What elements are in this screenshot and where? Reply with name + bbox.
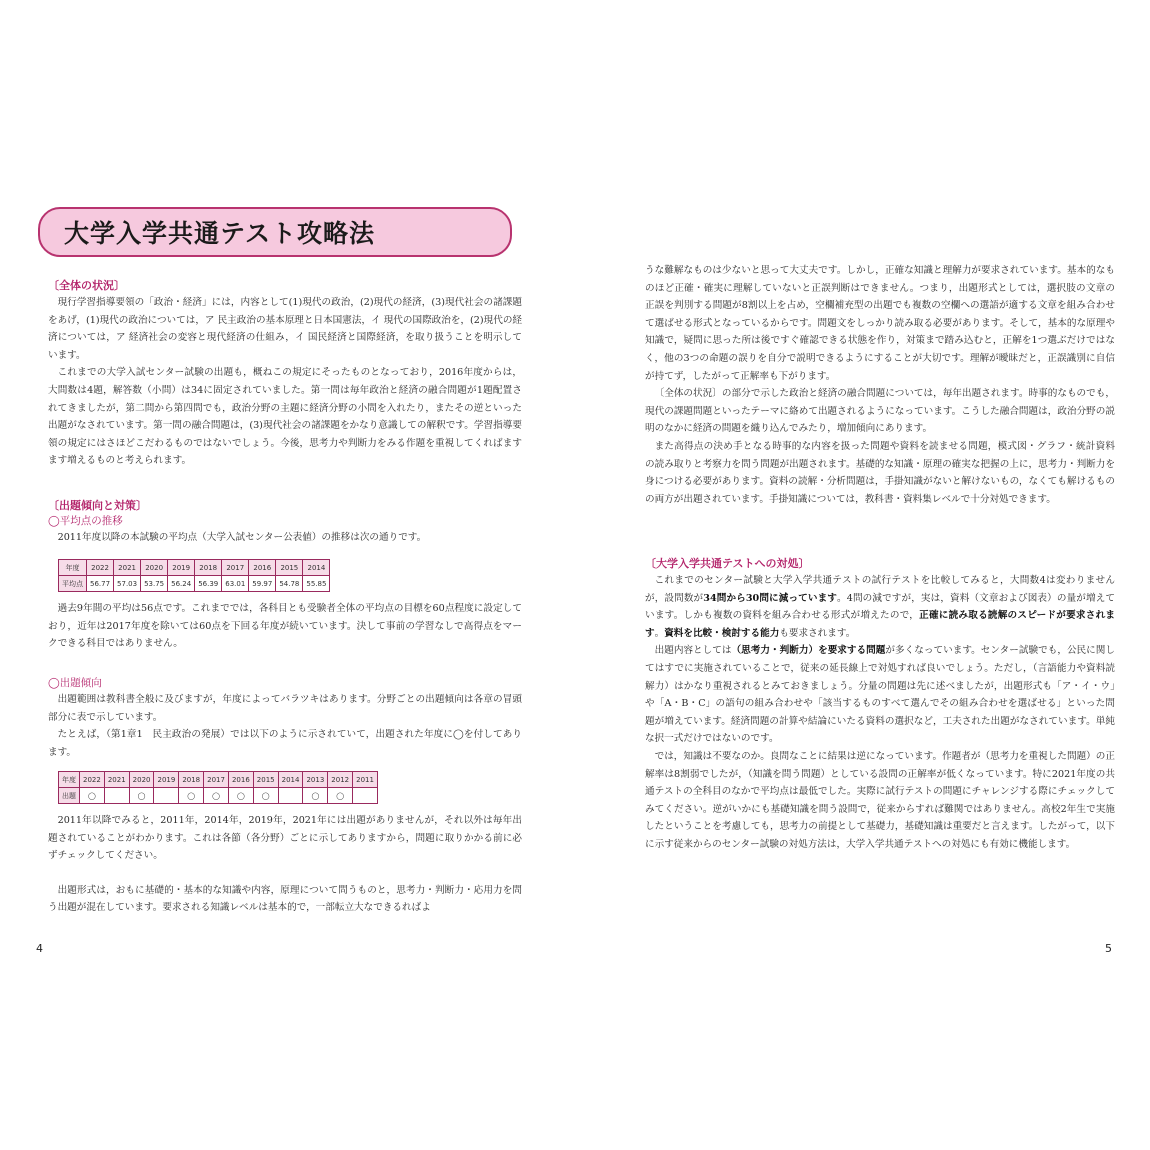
section-heading-overall: 〔全体の状況〕 [48,279,125,292]
table-cell: 59.97 [249,576,276,592]
right-column-top [645,262,1115,508]
average-score-table [58,559,330,592]
section-heading-response: 〔大学入学共通テストへの対処〕 [645,557,810,570]
paragraph: 出題形式は，おもに基礎的・基本的な知識や内容，原理について問うものと，思考力・判断力・応用力を問う出題が混在しています。要求される知識レベルは基本的で，一部転立大なできるればよ [48,884,522,914]
table-cell: ◯ [179,788,204,804]
text-run: 。 [654,627,665,639]
table-cell: 2014 [278,772,303,788]
table-header-cell: 平均点 [59,576,87,592]
table-cell: 2021 [114,560,141,576]
table-cell: 2016 [249,560,276,576]
table-cell: 2019 [154,772,179,788]
chapter-title: 大学入学共通テスト攻略法 [64,219,376,248]
table-cell [154,788,179,804]
table-cell: 56.77 [87,576,114,592]
paragraph: 過去9年間の平均は56点です。これまででは，各科目とも受験者全体の平均点の目標を60点程度に設定しており，近年は2017年度を除いては60点を下回る年度が続いています。決して事前の学習なしで高得点をマークできる科目ではありません。 [48,603,522,650]
table-cell: 2015 [253,772,278,788]
left-page [30,0,525,1150]
table-header-cell: 年度 [59,772,80,788]
table-cell [104,788,129,804]
table-cell [353,788,378,804]
emphasis: 正確に読み取る読解のスピードが要求されます [645,610,1115,639]
text-run: が多くなっています。センター試験でも，公民に関してはすでに実施されていることで，従来の延長線上で対処すれば良いでしょう。ただし，（言語能力や資料読解力）はかなり重視されるとみておきましょう。分量の問題は先に述べましたが，出題形式も「ア・イ・ウ」や「A・B・C」の語句の組み合わせや「該当するものすべて選んでその組み合わせを選ばせる」といった問題が増えています。経済問題の計算や結論にいたる資料の選択など，工夫された出題がなされています。単純な択一式だけではないのです。 [645,645,1116,745]
paragraph: たとえば，（第1章1 民主政治の発展）では以下のように示されていて，出題された年度に◯を付してあります。 [48,729,522,758]
section-overall [48,278,522,470]
table-cell: ◯ [253,788,278,804]
text-run: これまでのセンター試験と大学入学共通テストの試行テストを比較してみると，大問数4は変わりませんが，設問数が [645,575,1115,604]
table-header-cell: 出題 [59,788,80,804]
table-cell: 2015 [276,560,303,576]
section-tendency [48,676,522,761]
table-cell: 2018 [179,772,204,788]
section-trends [48,498,522,547]
emphasis: 34問から30問に減っています [703,592,838,604]
paragraph: 2011年度以降の本試験の平均点（大学入試センター公表値）の推移は次の通りです。 [57,532,427,543]
page-number: 4 [36,942,43,955]
paragraph: では，知識は不要なのか。良問なことに結果は逆になっています。作題者が（思考力を重視した問題）の正解率は8割弱でしたが，（知識を問う問題）としている設問の正解率が低くなっています。特に2021年度の共通テストの全科目のなかで平均点は最低でした。実際に試行テストの問題にチャレンジする際にチェックしてみてください。逆がいかにも基礎知識を問う設問で，従来からすれば難関ではありません。高校2年生で実施したということを考慮しても，思考力の前提として基礎力，基礎知識は重要だと言えます。したがって，以下に示す従来からのセンター試験の対処方法は，大学入学共通テストへの対処にも有効に機能します。 [645,750,1115,850]
text-run: 。4問の減ですが，実は，資料（文章および図表）の量が増えています。しかも複数の資料を組み合わせる形式が増えたので， [645,592,1116,622]
text-run: 出題内容としては [654,645,732,657]
paragraph: 出題範囲は教科書全般に及びますが，年度によってバラツキはあります。分野ごとの出題傾向は各章の冒頭部分に表で示しています。 [48,694,522,723]
table-cell: 2014 [303,560,330,576]
paragraph [645,642,1115,748]
right-page [645,0,1115,1150]
section-heading-trends: 〔出題傾向と対策〕 [48,499,147,512]
table-cell: 2020 [129,772,154,788]
subheading-tendency: ◯出題傾向 [48,677,102,689]
table-cell: 54.78 [276,576,303,592]
table-cell: 63.01 [222,576,249,592]
paragraph: 2011年以降でみると，2011年，2014年，2019年，2021年には出題がありませんが，それ以外は毎年出題されていることがわかります。これは各節（各分野）ごとに示してありますから，問題に取りかかる前に必ずチェックしてください。 [48,815,522,862]
emphasis: 資料を比較・検討する能力 [664,627,780,639]
table-cell: ◯ [204,788,229,804]
tendency-after [48,812,522,917]
paragraph [645,572,1115,642]
subheading-average: ◯平均点の推移 [48,515,123,527]
table-cell: 2017 [204,772,229,788]
text-run: も要求されます。 [779,627,856,639]
paragraph: うな難解なものは少ないと思って大丈夫です。しかし，正確な知識と理解力が要求されています。基本的なものほど正確・確実に理解していないと正誤判断はできません。つまり，出題形式としては，選択肢の文章の正誤を判別する問題が8割以上を占め，空欄補充型の出題でも複数の空欄への選語が適する文章を組み合わせて選ばせる形式となっているからです。問題文をしっかり読み取る必要があります。そして，基本的な原理や知識で，疑問に思った所は後ですぐ確認できる状態を作り，対策まで踏み込むと，正解を1つ選ぶだけではなく，他の3つの命題の誤りを自分で説明できるようにすることが大切です。理解が曖昧だと，正誤識別に自信が持てず，したがって正解率も下がります。 [645,265,1115,382]
table-cell: 2020 [141,560,168,576]
table-cell: 2011 [353,772,378,788]
table-cell: 57.03 [114,576,141,592]
table-cell: 2022 [87,560,114,576]
table-header-cell: 年度 [59,560,87,576]
table-cell: 2017 [222,560,249,576]
table-cell: 2021 [104,772,129,788]
table-cell: 2012 [328,772,353,788]
question-table [58,771,378,804]
table-cell: ◯ [303,788,328,804]
table-cell: ◯ [328,788,353,804]
table-cell: 56.39 [195,576,222,592]
table-cell: ◯ [129,788,154,804]
table-cell: 2019 [168,560,195,576]
table-cell: 2013 [303,772,328,788]
paragraph: また高得点の決め手となる時事的な内容を扱った問題や資料を読ませる問題，模式図・グラフ・統計資料の読み取りと考察力を問う問題が出題されます。基礎的な知識・原理の確実な把握の上に，思考力・判断力を身につける必要があります。資料の読解・分析問題は，手掛知識がないと解けないもの，なくても解けるものの両方が出題されています。手掛知識については，教科書・資料集レベルで十分対処できます。 [645,440,1115,505]
average-after [48,600,522,653]
table-cell: 56.24 [168,576,195,592]
emphasis: （思考力・判断力）を要求する問題 [731,645,886,657]
paragraph: 〔全体の状況〕の部分で示した政治と経済の融合問題については，毎年出題されます。時事的なものでも，現代の課題問題といったテーマに絡めて出題されるようになっています。こうした融合問題は，政治分野の説明のなかに経済の問題を織り込んでみたり，増加傾向にあります。 [645,388,1115,435]
table-cell: 2018 [195,560,222,576]
table-cell: 2016 [228,772,253,788]
table-cell: 55.85 [303,576,330,592]
table-cell: ◯ [228,788,253,804]
table-cell [278,788,303,804]
table-cell: 2022 [80,772,105,788]
table-cell: 53.75 [141,576,168,592]
section-response [645,556,1115,854]
table-cell: ◯ [80,788,105,804]
paragraph: 現行学習指導要領の「政治・経済」には，内容として(1)現代の政治，(2)現代の経済，(3)現代社会の諸課題をあげ，(1)現代の政治については，ア 民主政治の基本原理と日本国憲法，イ 現代の国際政治を，(2)現代の経済については，ア 経済社会の変容と現代経済の仕組み，イ 国民経済と国際経済，を取り扱うことを明示しています。 [48,297,523,361]
paragraph: これまでの大学入試センター試験の出題も，概ねこの規定にそったものとなっており，2016年度からは，大問数は4題，解答数（小問）は34に固定されていました。第一問は毎年政治と経済の融合問題が1題配置されてきましたが，第二問から第四問でも，政治分野の主題に経済分野の小問を入れたり，またその逆といった出題がなされています。第一問の融合問題は，(3)現代社会の諸課題をかなり意識しての解釈です。学習指導要領の規定にはさほどこだわるものではないでしょう。今後，思考力や判断力をみる作題を重視してくればますます増えるものと考えられます。 [48,367,522,467]
page-number: 5 [1105,942,1112,955]
chapter-title-box [38,207,512,257]
